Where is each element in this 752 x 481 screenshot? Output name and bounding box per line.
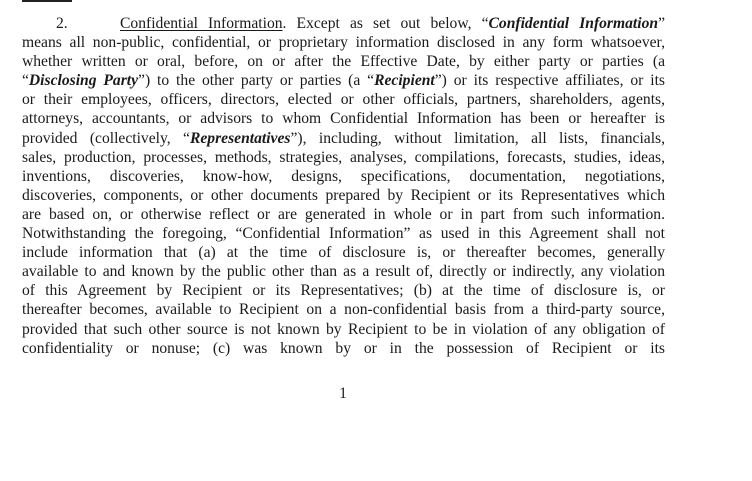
paragraph-line <box>22 109 665 128</box>
paragraph-line <box>22 205 665 224</box>
paragraph-line <box>22 148 665 167</box>
section-number: 2. <box>56 15 68 32</box>
defined-term: Confidential Information <box>488 15 659 32</box>
line-text: Notwithstanding the foregoing, “Confidential Information” as used in this Agreement shall not <box>22 225 665 243</box>
line-text: “ <box>22 72 29 90</box>
paragraph-line <box>22 33 665 52</box>
paragraph-line <box>22 129 665 148</box>
defined-term: Disclosing Party <box>28 72 139 90</box>
paragraph-line <box>22 243 665 262</box>
paragraph-line <box>22 167 665 186</box>
top-rule-divider <box>22 0 72 2</box>
line-text: ” <box>658 15 665 32</box>
line-text: available to and known by the public other than as a result of, directly or indirectly, any violation <box>22 263 665 281</box>
line-text: ”) to the other party or parties (a “ <box>138 72 375 90</box>
line-text: attorneys, accountants, or advisors to whom Confidential Information has been or hereafter is <box>22 110 665 128</box>
paragraph-line-first <box>22 14 665 33</box>
line-text: of this Agreement by Recipient or its Representatives; (b) at the time of disclosure is, or <box>22 282 665 300</box>
defined-term: Recipient <box>374 72 435 90</box>
line-text: are based on, or otherwise reflect or are generated in whole or in part from such information. <box>22 205 665 223</box>
line-text: provided (collectively, “ <box>22 129 190 147</box>
line-text: sales, production, processes, methods, strategies, analyses, compilations, forecasts, studies, ideas, <box>22 148 665 166</box>
section-2-paragraph <box>22 14 665 358</box>
line-text: provided that such other source is not known by Recipient to be in violation of any obligation of <box>22 320 665 338</box>
paragraph-line <box>22 281 665 300</box>
paragraph-line <box>22 224 665 243</box>
document-body <box>22 14 665 358</box>
paragraph-line <box>22 339 665 358</box>
line-text: ”), including, without limitation, all lists, financials, <box>290 129 666 147</box>
line-text: inventions, discoveries, know-how, designs, specifications, documentation, negotiations, <box>22 167 665 185</box>
paragraph-line <box>22 71 665 90</box>
line-text: means all non-public, confidential, or proprietary information disclosed in any form whatsoever, <box>22 34 665 52</box>
line-text: or their employees, officers, directors, elected or other officials, partners, shareholders, agents, <box>22 91 665 109</box>
line-text: whether written or oral, before, on or after the Effective Date, by either party or parties (a <box>22 53 665 71</box>
line-text: ”) or its respective affiliates, or its <box>434 72 665 90</box>
defined-term: Representatives <box>189 129 291 147</box>
first-line-rest <box>283 15 665 32</box>
line-text: include information that (a) at the time of disclosure is, or thereafter becomes, generally <box>22 244 665 262</box>
paragraph-line <box>22 186 665 205</box>
line-text: confidentiality or nonuse; (c) was known by or in the possession of Recipient or its <box>22 339 665 357</box>
line-text: discoveries, components, or other documents prepared by Recipient or its Representatives which <box>22 186 665 204</box>
section-title: Confidential Information <box>120 15 283 32</box>
line-text: thereafter becomes, available to Recipient on a non-confidential basis from a third-party source, <box>22 301 665 319</box>
paragraph-line <box>22 90 665 109</box>
paragraph-line <box>22 52 665 71</box>
paragraph-line <box>22 262 665 281</box>
page-number: 1 <box>339 385 347 402</box>
paragraph-line <box>22 320 665 339</box>
line-text: . Except as set out below, “ <box>282 15 489 32</box>
paragraph-line <box>22 300 665 319</box>
